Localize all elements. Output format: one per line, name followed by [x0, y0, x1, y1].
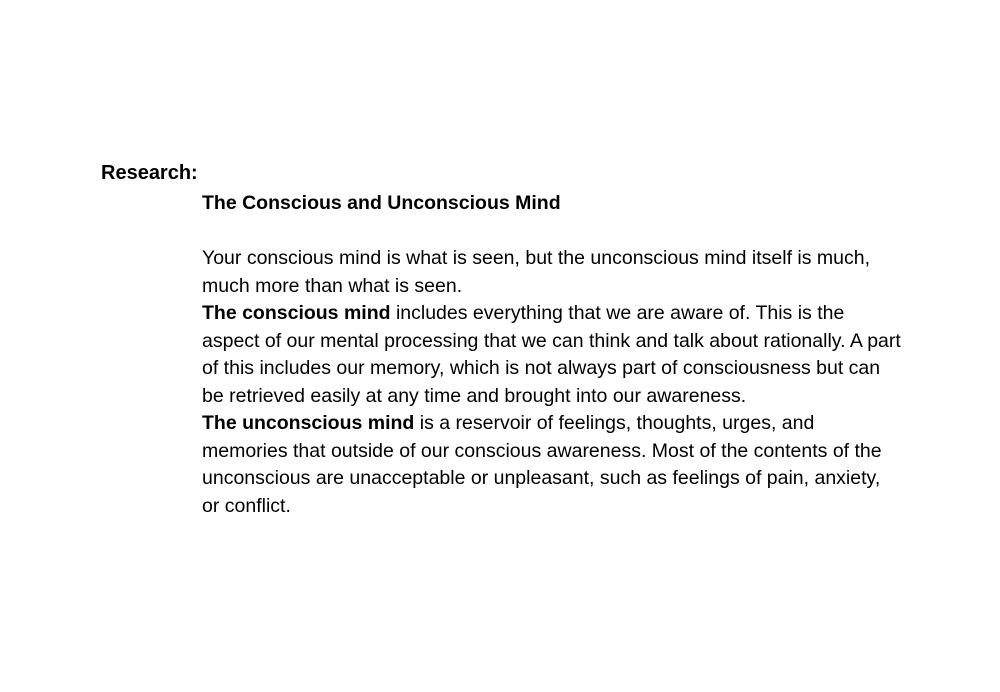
- section-label: Research:: [101, 162, 198, 184]
- conscious-mind-text: includes everything that we are aware of. This is the aspect of our mental processing that we can think and talk about rationally. A part of this includes our memory, which is not always part of consciousness but can be retrieved easily at any time and brought into our awareness.: [202, 302, 901, 407]
- unconscious-mind-text: is a reservoir of feelings, thoughts, urges, and memories that outside of our conscious awareness. Most of the contents of the unconscious are unacceptable or unpleasant, such as feelings of pain, anxiety, or conflict.: [202, 412, 882, 517]
- unconscious-mind-term: The unconscious mind: [202, 412, 415, 434]
- conscious-mind-paragraph: [202, 300, 902, 410]
- document-title: The Conscious and Unconscious Mind: [202, 192, 561, 214]
- document-content: [202, 190, 902, 520]
- intro-paragraph: Your conscious mind is what is seen, but the unconscious mind itself is much, much more than what is seen.: [202, 247, 871, 297]
- conscious-mind-term: The conscious mind: [202, 302, 391, 324]
- unconscious-mind-paragraph: [202, 410, 902, 520]
